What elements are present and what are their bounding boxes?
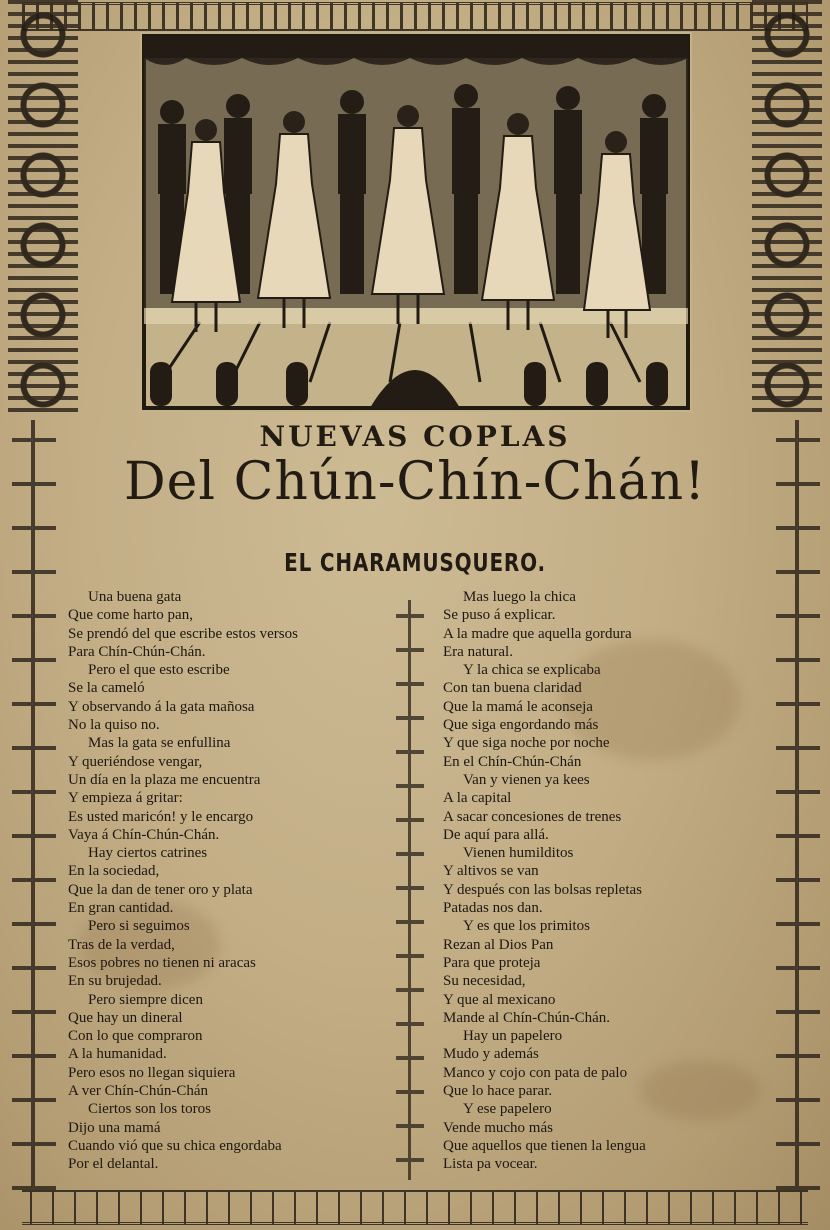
verse-line: Una buena gata	[88, 589, 182, 605]
verse-line: En su brujedad.	[68, 973, 162, 990]
verse-line: Y después con las bolsas repletas	[443, 881, 642, 898]
verse-line: Es usted maricón! y le encargo	[68, 808, 254, 825]
verse-line: En gran cantidad.	[68, 900, 174, 917]
verse-line: Vende mucho más	[443, 1119, 553, 1136]
verse-column-left	[68, 588, 398, 1174]
vine-column-divider	[396, 600, 424, 1180]
verse-line: A la madre que aquella gordura	[443, 625, 632, 642]
verse-line: Un día en la plaza me encuentra	[68, 771, 261, 788]
verse-line: Que la mamá le aconseja	[443, 698, 593, 715]
verse-column-right	[443, 588, 753, 1174]
verse-line: Que come harto pan,	[68, 607, 193, 624]
verse-line: Que lo hace parar.	[443, 1083, 553, 1100]
verse-line: Pero siempre dicen	[88, 991, 203, 1008]
verse-line: Mudo y además	[443, 1046, 539, 1063]
verse-line: De aquí para allá.	[443, 826, 549, 843]
verse-line: Su necesidad,	[443, 973, 526, 990]
verse-line: Esos pobres no tienen ni aracas	[68, 954, 256, 971]
verse-line: Tras de la verdad,	[68, 936, 175, 953]
verse-line: En la sociedad,	[68, 863, 160, 880]
verse-line: Mande al Chín-Chún-Chán.	[443, 1009, 611, 1026]
subtitle: EL CHARAMUSQUERO.	[284, 548, 546, 577]
verse-line: Pero esos no llegan siquiera	[68, 1064, 236, 1081]
verse-line: A ver Chín-Chún-Chán	[68, 1083, 208, 1100]
verse-line: En el Chín-Chún-Chán	[443, 753, 582, 770]
verse-line: Que aquellos que tienen la lengua	[443, 1137, 646, 1154]
verse-line: Patadas nos dan.	[443, 900, 543, 917]
verse-line: Hay un papelero	[463, 1028, 563, 1045]
verse-line: Y que siga noche por noche	[443, 735, 610, 752]
verse-line: Y la chica se explicaba	[463, 662, 601, 679]
verse-line: Era natural.	[443, 643, 513, 660]
scrollwork-ornament-left	[8, 0, 78, 420]
verse-line: Y empieza á gritar:	[68, 790, 183, 807]
verse-line: Y queriéndose vengar,	[68, 753, 203, 770]
verse-line: Y observando á la gata mañosa	[68, 698, 255, 715]
verse-line: A sacar concesiones de trenes	[443, 808, 622, 825]
verse-line: No la quiso no.	[68, 717, 160, 734]
title-nuevas-coplas: NUEVAS COPLAS	[259, 420, 571, 453]
verse-line: A la humanidad.	[68, 1046, 167, 1063]
verse-line: Y es que los primitos	[463, 918, 590, 935]
verse-line: Y ese papelero	[463, 1101, 552, 1118]
verse-line: Cuando vió que su chica engordaba	[68, 1137, 282, 1154]
verse-line: A la capital	[443, 790, 512, 807]
verse-line: Y altivos se van	[443, 863, 539, 880]
verse-line: Se prendó del que escribe estos versos	[68, 625, 298, 642]
verse-line: Dijo una mamá	[68, 1119, 161, 1136]
stage-performers-woodcut	[140, 32, 692, 412]
ornamental-border-bottom	[22, 1190, 808, 1225]
verse-line: Que hay un dineral	[68, 1009, 183, 1026]
verse-line: Rezan al Dios Pan	[443, 936, 554, 953]
verse-line: Pero el que esto escribe	[88, 662, 230, 679]
verse-line: Pero si seguimos	[88, 918, 190, 935]
verse-line: Manco y cojo con pata de palo	[443, 1064, 628, 1081]
verse-line: Se puso á explicar.	[443, 607, 556, 624]
verse-line: Para que proteja	[443, 954, 541, 971]
verse-line: Con tan buena claridad	[443, 680, 582, 697]
scrollwork-ornament-right	[752, 0, 822, 420]
woodcut-illustration	[140, 32, 692, 412]
verse-line: Mas luego la chica	[463, 589, 576, 605]
verse-line: Van y vienen ya kees	[463, 771, 590, 788]
verse-line: Se la cameló	[68, 680, 145, 697]
verse-line: Para Chín-Chún-Chán.	[68, 643, 206, 660]
verse-line: Ciertos son los toros	[88, 1101, 211, 1118]
verse-line: Mas la gata se enfullina	[88, 735, 231, 752]
verse-line: Lista pa vocear.	[443, 1156, 538, 1173]
ornamental-border-top	[22, 2, 808, 31]
verse-line: Que siga engordando más	[443, 717, 599, 734]
verse-line: Con lo que compraron	[68, 1028, 203, 1045]
vine-border-left	[12, 420, 56, 1190]
verse-line: Vaya á Chín-Chún-Chán.	[68, 826, 220, 843]
verse-line: Y que al mexicano	[443, 991, 556, 1008]
vine-border-right	[776, 420, 820, 1190]
verse-line: Hay ciertos catrines	[88, 845, 208, 862]
verse-line: Vienen humilditos	[463, 845, 574, 862]
verse-line: Que la dan de tener oro y plata	[68, 881, 253, 898]
verse-line: Por el delantal.	[68, 1156, 159, 1173]
main-title: Del Chún-Chín-Chán!	[123, 452, 707, 512]
